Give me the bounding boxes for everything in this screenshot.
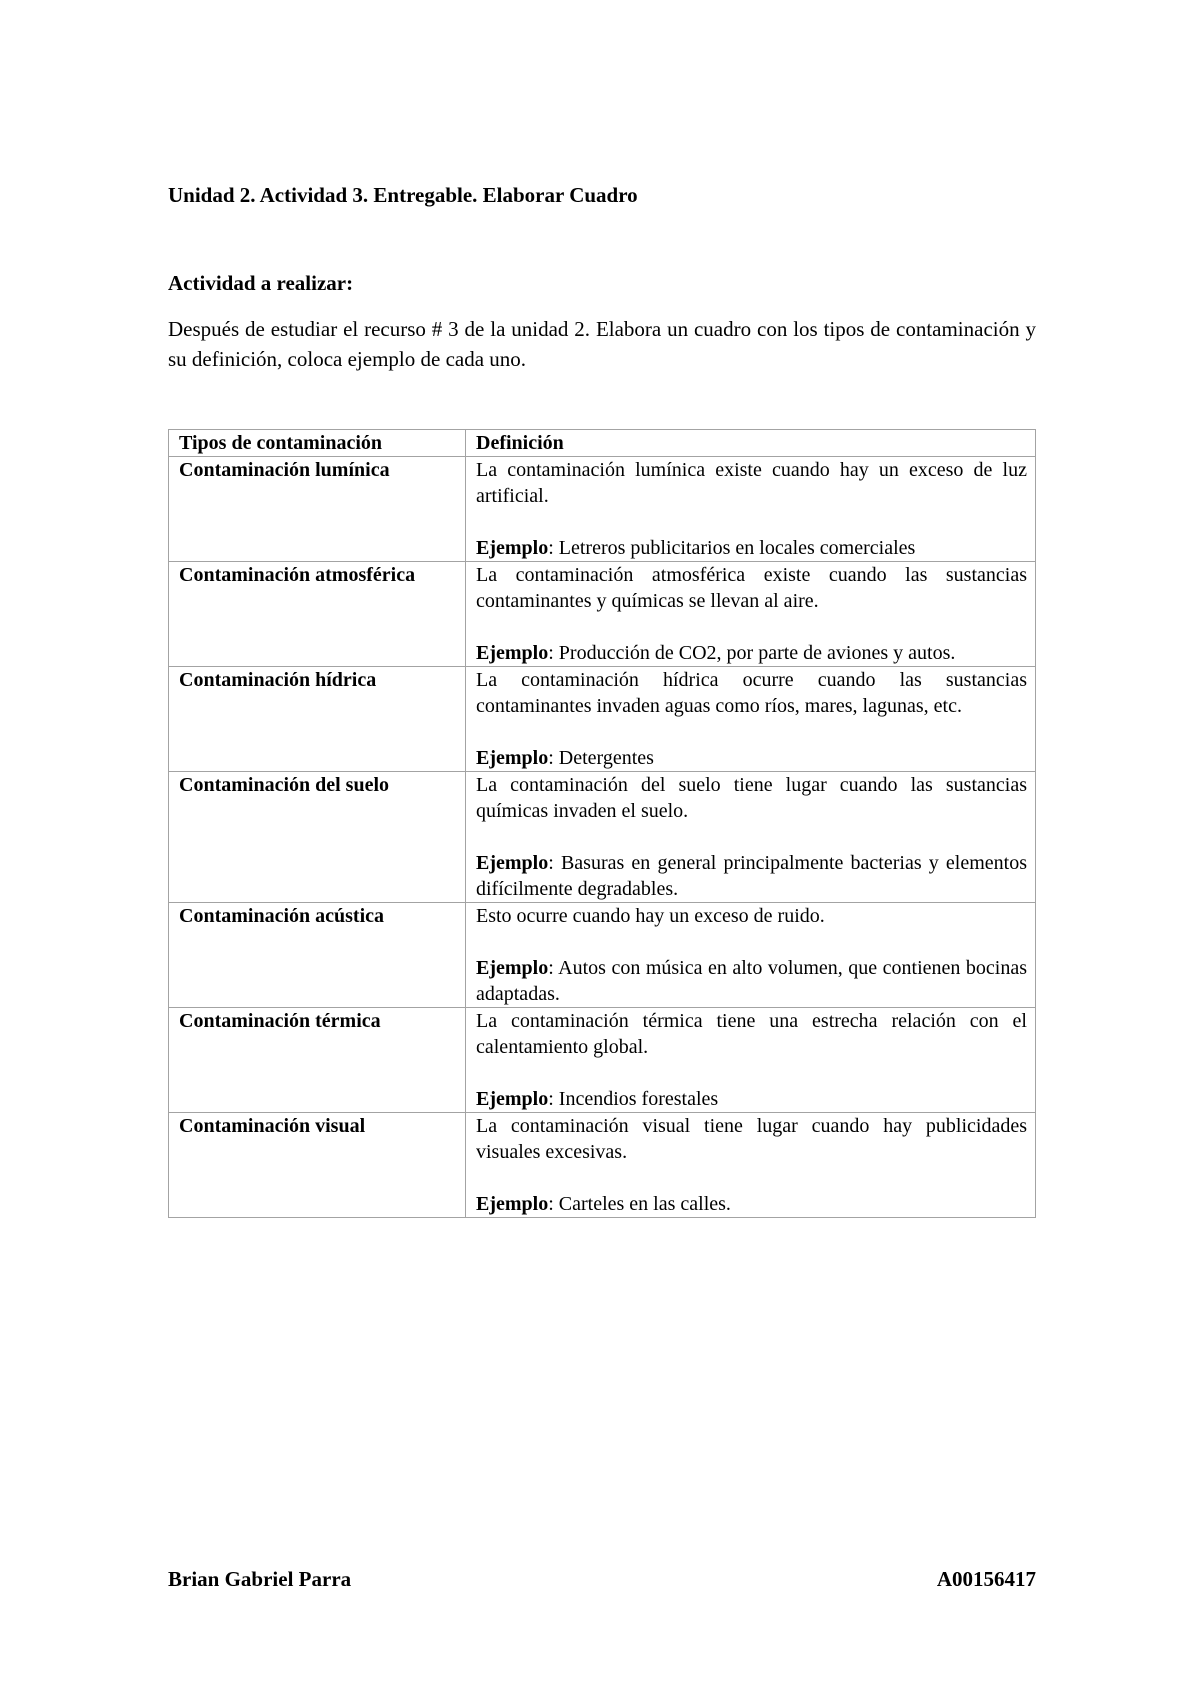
definition-text: La contaminación del suelo tiene lugar cuando las sustancias químicas invaden el suelo. — [476, 774, 1027, 822]
activity-heading: Actividad a realizar: — [168, 271, 354, 295]
example-label: Ejemplo — [476, 852, 549, 874]
paragraph-gap — [476, 1165, 1027, 1191]
definition-cell — [466, 1113, 1036, 1218]
pollution-type-cell: Contaminación del suelo — [169, 772, 466, 903]
example-text: Ejemplo: Incendios forestales — [476, 1088, 719, 1110]
definition-text: La contaminación lumínica existe cuando hay un exceso de luz artificial. — [476, 459, 1027, 507]
table-body — [169, 457, 1036, 1218]
table-row — [169, 1008, 1036, 1113]
definition-text: La contaminación atmosférica existe cuando las sustancias contaminantes y químicas se llevan al aire. — [476, 564, 1027, 612]
example-label: Ejemplo — [476, 642, 549, 664]
student-id: A00156417 — [936, 1567, 1036, 1591]
paragraph-gap — [476, 509, 1027, 535]
paragraph-gap — [476, 824, 1027, 850]
example-text: Ejemplo: Carteles en las calles. — [476, 1193, 731, 1215]
example-text: Ejemplo: Detergentes — [476, 747, 654, 769]
definition-cell — [466, 562, 1036, 667]
example-value: Basuras en general principalmente bacterias y elementos difícilmente degradables. — [476, 852, 1027, 900]
definition-text: La contaminación visual tiene lugar cuando hay publicidades visuales excesivas. — [476, 1115, 1027, 1163]
table-row — [169, 457, 1036, 562]
table-row — [169, 772, 1036, 903]
paragraph-gap — [476, 929, 1027, 955]
example-text: Ejemplo: Autos con música en alto volumen, que contienen bocinas adaptadas. — [476, 957, 1027, 1005]
example-value: Detergentes — [558, 747, 654, 769]
pollution-type-cell: Contaminación atmosférica — [169, 562, 466, 667]
example-label: Ejemplo — [476, 747, 549, 769]
example-text: Ejemplo: Producción de CO2, por parte de aviones y autos. — [476, 642, 956, 664]
pollution-types-table — [168, 429, 1036, 1218]
header-definition: Definición — [466, 430, 1036, 457]
table-header-row — [169, 430, 1036, 457]
definition-cell — [466, 772, 1036, 903]
example-label: Ejemplo — [476, 1193, 549, 1215]
table-row — [169, 1113, 1036, 1218]
example-value: Carteles en las calles. — [558, 1193, 731, 1215]
example-text: Ejemplo: Basuras en general principalmente bacterias y elementos difícilmente degradables. — [476, 852, 1027, 900]
example-value: Producción de CO2, por parte de aviones y autos. — [558, 642, 956, 664]
pollution-type-cell: Contaminación acústica — [169, 903, 466, 1008]
example-label: Ejemplo — [476, 1088, 549, 1110]
pollution-type-cell: Contaminación visual — [169, 1113, 466, 1218]
example-label: Ejemplo — [476, 537, 549, 559]
paragraph-gap — [476, 614, 1027, 640]
example-text: Ejemplo: Letreros publicitarios en locales comerciales — [476, 537, 916, 559]
definition-cell — [466, 903, 1036, 1008]
author-name: Brian Gabriel Parra — [168, 1567, 352, 1591]
definition-text: Esto ocurre cuando hay un exceso de ruido. — [476, 905, 825, 927]
table-row — [169, 667, 1036, 772]
example-value: Incendios forestales — [558, 1088, 719, 1110]
paragraph-gap — [476, 1060, 1027, 1086]
pollution-type-cell: Contaminación térmica — [169, 1008, 466, 1113]
definition-cell — [466, 457, 1036, 562]
document-title: Unidad 2. Actividad 3. Entregable. Elaborar Cuadro — [168, 183, 638, 207]
definition-text: La contaminación térmica tiene una estrecha relación con el calentamiento global. — [476, 1010, 1027, 1058]
pollution-type-cell: Contaminación lumínica — [169, 457, 466, 562]
table-row — [169, 903, 1036, 1008]
pollution-type-cell: Contaminación hídrica — [169, 667, 466, 772]
paragraph-gap — [476, 719, 1027, 745]
example-label: Ejemplo — [476, 957, 549, 979]
header-types: Tipos de contaminación — [169, 430, 466, 457]
example-value: Letreros publicitarios en locales comerciales — [558, 537, 916, 559]
example-value: Autos con música en alto volumen, que contienen bocinas adaptadas. — [476, 957, 1027, 1005]
activity-instructions: Después de estudiar el recurso # 3 de la unidad 2. Elabora un cuadro con los tipos de contaminación y su definición, coloca ejemplo de cada uno. — [168, 317, 1036, 371]
definition-text: La contaminación hídrica ocurre cuando las sustancias contaminantes invaden aguas como ríos, mares, lagunas, etc. — [476, 669, 1027, 717]
table-row — [169, 562, 1036, 667]
definition-cell — [466, 667, 1036, 772]
definition-cell — [466, 1008, 1036, 1113]
